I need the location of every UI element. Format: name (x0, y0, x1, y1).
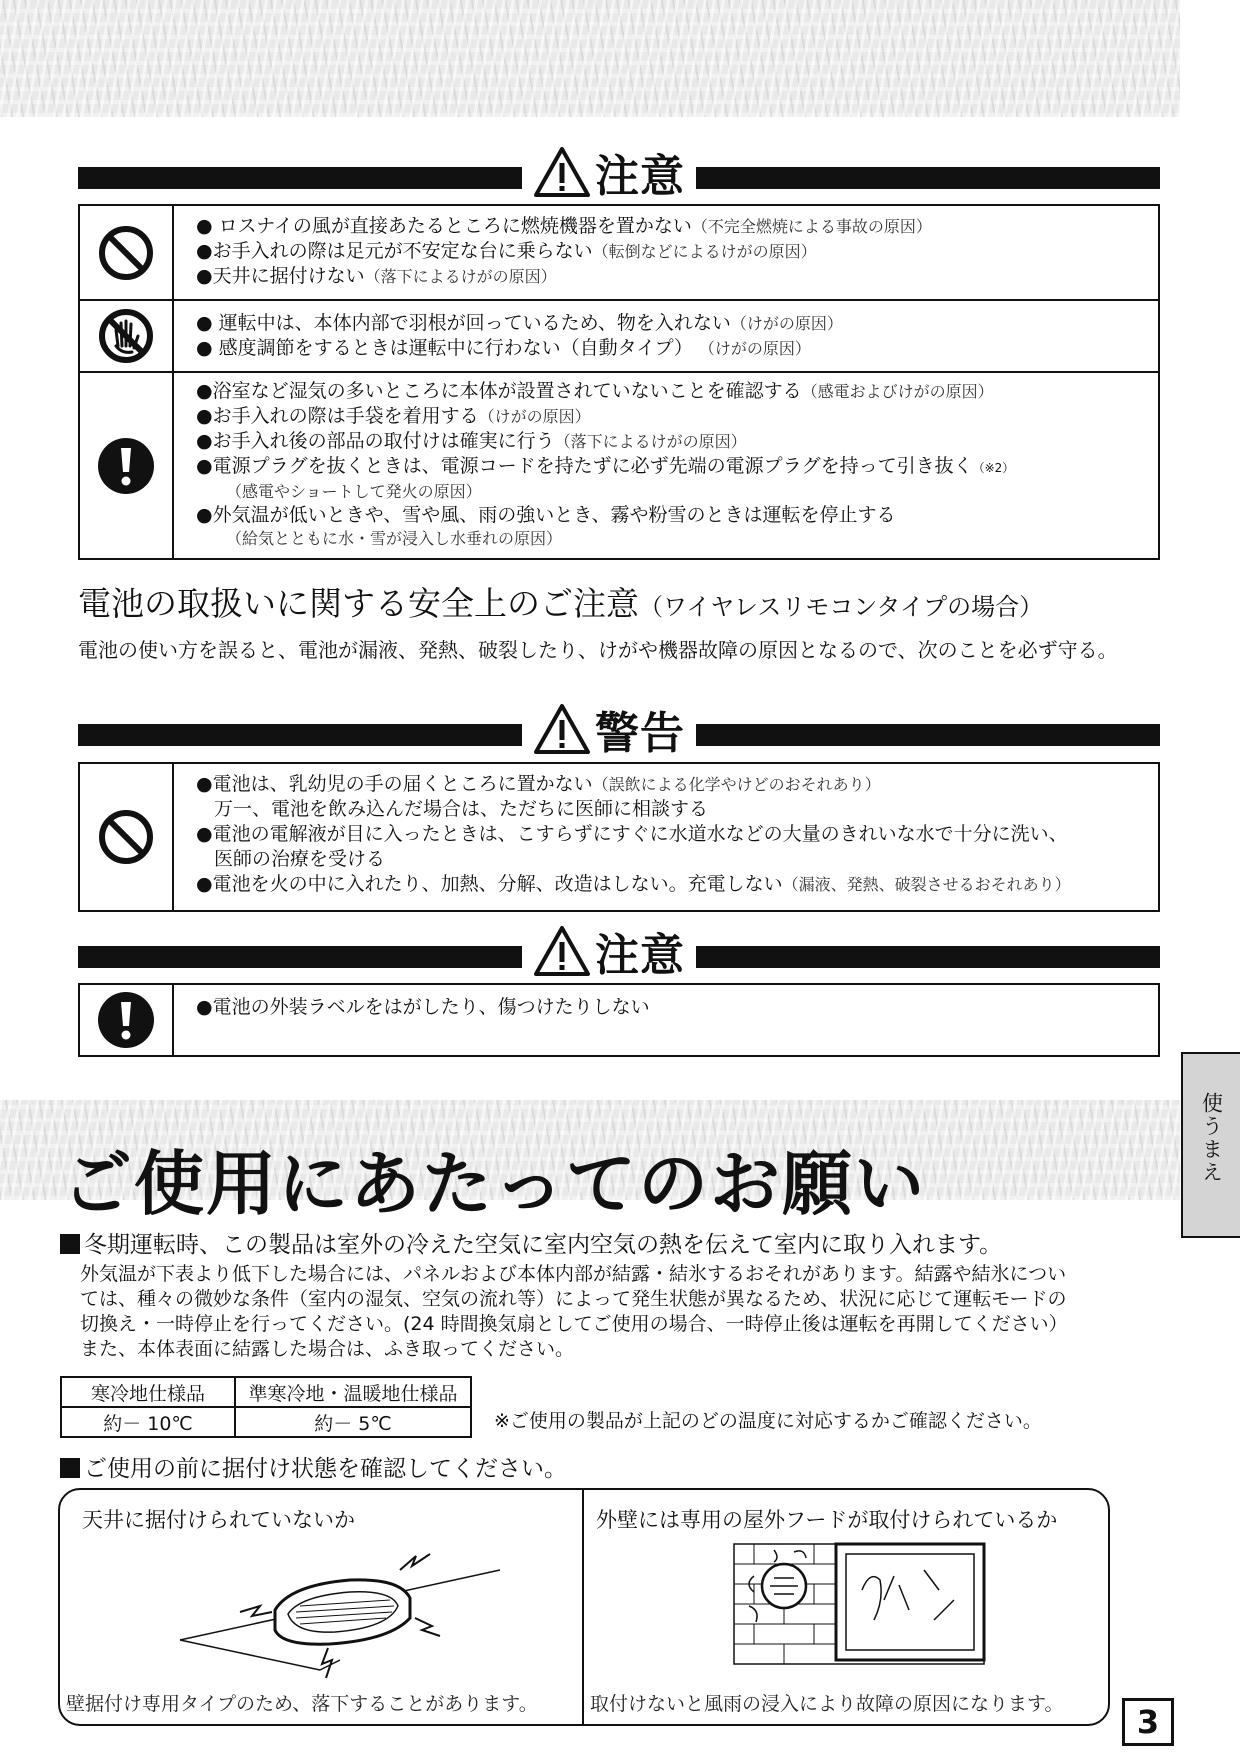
caution-row-prohibition (80, 206, 1158, 299)
warning-row (80, 764, 1158, 910)
prohibition-icon (96, 807, 156, 867)
list-item: ●電源プラグを抜くときは、電源コードを持たずに必ず先端の電源プラグを持って引き抜く（※2） (196, 455, 1015, 477)
battery-heading: 電池の取扱いに関する安全上のご注意（ワイヤレスリモコンタイプの場合） (78, 584, 1044, 623)
section-heading-install: ご使用の前に据付け状態を確認してください。 (60, 1450, 567, 1483)
table-row: 寒冷地仕様品 準寒冷地・温暖地仕様品 (61, 1377, 471, 1407)
table-row: 約－ 10℃ 約－ 5℃ (61, 1407, 471, 1437)
caution-row-mandatory (80, 371, 1158, 558)
list-item: ● ロスナイの風が直接あたるところに燃焼機器を置かない（不完全燃焼による事故の原因） (196, 215, 932, 237)
list-item: ●浴室など湿気の多いところに本体が設置されていないことを確認する（感電およびけがの原因） (196, 380, 994, 402)
warning-banner (78, 700, 1160, 758)
list-item: ●電池の電解液が目に入ったときは、こすらずにすぐに水道水などの大量のきれいな水で十分に洗い、 (196, 823, 1068, 845)
list-item: ●お手入れ後の部品の取付けは確実に行う（落下によるけがの原因） (196, 430, 747, 452)
side-tab[interactable]: 使うまえ (1181, 1052, 1240, 1238)
ceiling-check: 天井に据付けられていないか 壁据付け専用タイプのため、落下することがあります。 (60, 1490, 584, 1724)
outdoor-hood-check: 外壁には専用の屋外フードが取付けられているか 取付けないと風雨の浸入により故障の原因になります。 (584, 1490, 1108, 1724)
ceiling-unit-illustration (60, 1540, 584, 1680)
page-title: ご使用にあたってのお願い (62, 1143, 926, 1225)
caution-box-2 (78, 983, 1160, 1057)
list-item: ●電池は、乳幼児の手の届くところに置かない（誤飲による化学やけどのおそれあり） (196, 773, 881, 795)
list-item: ●お手入れの際は手袋を着用する（けがの原因） (196, 405, 591, 427)
mandatory-exclamation-icon (96, 990, 156, 1050)
list-item: ● 感度調節をするときは運転中に行わない（自動タイプ） （けがの原因） (196, 337, 811, 359)
list-item: ● 運転中は、本体内部で羽根が回っているため、物を入れない（けがの原因） (196, 312, 843, 334)
temperature-table (60, 1376, 472, 1438)
warning-heading: 警告 (595, 708, 685, 759)
prohibition-icon (96, 223, 156, 283)
caution-row-battery (80, 985, 1158, 1055)
warning-triangle-icon (533, 702, 591, 756)
caution-box (78, 204, 1160, 560)
caution-banner (78, 143, 1160, 201)
warning-triangle-icon (533, 924, 591, 978)
list-item-note: 医師の治療を受ける (214, 848, 386, 870)
list-item: ●電池を火の中に入れたり、加熱、分解、改造はしない。充電しない（漏液、発熱、破裂させるおそれあり） (196, 873, 1071, 895)
no-touch-hand-icon (96, 306, 156, 366)
warning-triangle-icon (533, 145, 591, 199)
temperature-note: ※ご使用の製品が上記のどの温度に対応するかご確認ください。 (494, 1410, 1042, 1432)
list-item-note: 万一、電池を飲み込んだ場合は、ただちに医師に相談する (214, 798, 709, 820)
winter-paragraph: 外気温が下表より低下した場合には、パネルおよび本体内部が結露・結氷するおそれがあります。結露や結氷につい ては、種々の微妙な条件（室内の湿気、空気の流れ等）によって発生状態が異なるため、状況に応じて運転モードの 切換え・一時停止を行ってください。(24 時間換気扇としてご使用の場合、一時停止後は運転を再開してください） また、本体表面に結露した場合は、ふき取ってください。 (80, 1263, 1068, 1360)
outdoor-hood-illustration (584, 1540, 1108, 1680)
caution-row-no-touch (80, 299, 1158, 371)
warning-box (78, 762, 1160, 912)
list-item: ●電池の外装ラベルをはがしたり、傷つけたりしない (196, 996, 650, 1018)
list-item: ●お手入れの際は足元が不安定な台に乗らない（転倒などによるけがの原因） (196, 240, 817, 262)
list-item-note: （給気とともに水・雪が浸入し水垂れの原因） (226, 529, 563, 548)
list-item: ●外気温が低いときや、雪や風、雨の強いとき、霧や粉雪のときは運転を停止する (196, 504, 896, 526)
caution-heading-2: 注意 (595, 930, 685, 981)
list-item-note: （感電やショートして発火の原因） (226, 482, 482, 501)
battery-intro: 電池の使い方を誤ると、電池が漏液、発熱、破裂したり、けがや機器故障の原因となるので、次のことを必ず守る。 (78, 638, 1118, 662)
caution-banner-2 (78, 922, 1160, 980)
header-texture (0, 0, 1180, 117)
mandatory-exclamation-icon (96, 436, 156, 496)
list-item: ●天井に据付けない（落下によるけがの原因） (196, 265, 557, 287)
caution-heading: 注意 (595, 151, 685, 202)
install-check-panel (58, 1488, 1110, 1726)
section-heading-winter: 冬期運転時、この製品は室外の冷えた空気に室内空気の熱を伝えて室内に取り入れます。 (60, 1226, 1002, 1259)
page-number: 3 (1122, 1698, 1174, 1746)
